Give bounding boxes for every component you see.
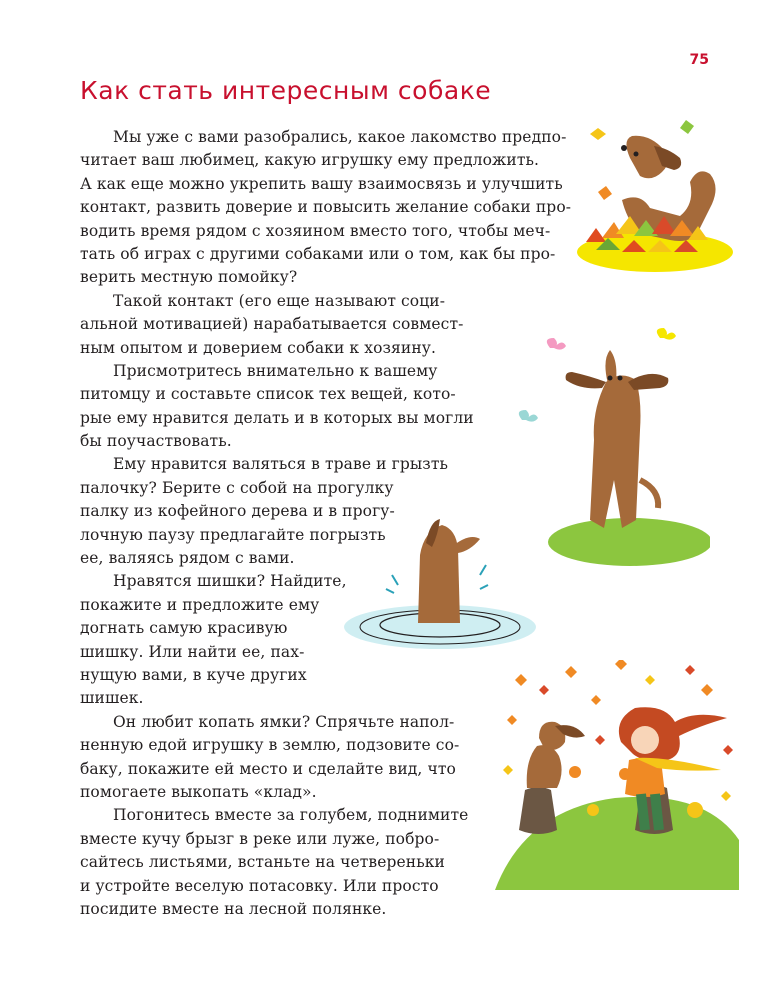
- page-number: 75: [689, 52, 709, 68]
- text-line: Такой контакт (его еще называют соци-: [113, 291, 446, 310]
- text-line: А как еще можно укрепить вашу взаимосвязь и улучшить: [80, 174, 563, 193]
- text-line: догнать самую красивую: [80, 619, 288, 638]
- text-line: шишек.: [80, 689, 144, 708]
- text-line: посидите вместе на лесной полянке.: [80, 899, 387, 918]
- text-line: нущую вами, в куче других: [80, 665, 307, 684]
- text-line: Погонитесь вместе за голубем, поднимите: [113, 806, 469, 825]
- girl-and-dog-illustration: [495, 660, 740, 902]
- text-line: рые ему нравится делать и в которых вы могли: [80, 408, 474, 427]
- dog-in-leaves-illustration: [570, 112, 735, 277]
- text-line: тать об играх с другими собаками или о том, как бы про-: [80, 244, 556, 263]
- text-line: Мы уже с вами разобрались, какое лакомство предпо-: [113, 128, 567, 146]
- text-line: бы поучаствовать.: [80, 432, 232, 451]
- text-line: лочную паузу предлагайте погрызть: [80, 525, 386, 544]
- text-line: водить время рядом с хозяином вместо того, чтобы меч-: [80, 221, 551, 240]
- text-line: покажите и предложите ему: [80, 595, 320, 614]
- text-line: ненную едой игрушку в землю, подзовите со-: [80, 736, 460, 755]
- dancing-dog-illustration: [510, 320, 710, 570]
- text-line: вместе кучу брызг в реке или луже, побро-: [80, 829, 440, 848]
- text-line: верить местную помойку?: [80, 268, 298, 287]
- page-title: Как стать интересным собаке: [80, 76, 492, 105]
- text-line: Он любит копать ямки? Спрячьте напол-: [113, 712, 455, 731]
- text-line: питомцу и составьте список тех вещей, кото-: [80, 385, 456, 404]
- text-line: Присмотритесь внимательно к вашему: [113, 361, 438, 380]
- text-line: Нравятся шишки? Найдите,: [113, 572, 347, 591]
- text-line: читает ваш любимец, какую игрушку ему предложить.: [80, 151, 540, 170]
- text-line: и устройте веселую потасовку. Или просто: [80, 876, 439, 895]
- dog-in-pond-illustration: [340, 505, 540, 655]
- text-line: помогаете выкопать «клад».: [80, 782, 317, 801]
- text-line: альной мотивацией) нарабатывается совмест-: [80, 315, 464, 334]
- text-line: палку из кофейного дерева и в прогу-: [80, 502, 395, 521]
- text-line: баку, покажите ей место и сделайте вид, что: [80, 759, 456, 778]
- text-line: шишку. Или найти ее, пах-: [80, 642, 305, 661]
- text-line: контакт, развить доверие и повысить желание собаки про-: [80, 198, 572, 217]
- text-line: палочку? Берите с собой на прогулку: [80, 478, 394, 497]
- text-line: ее, валяясь рядом с вами.: [80, 549, 295, 568]
- text-line: ным опытом и доверием собаки к хозяину.: [80, 338, 437, 357]
- text-line: Ему нравится валяться в траве и грызть: [113, 455, 449, 474]
- text-line: сайтесь листьями, встаньте на четвереньки: [80, 853, 445, 872]
